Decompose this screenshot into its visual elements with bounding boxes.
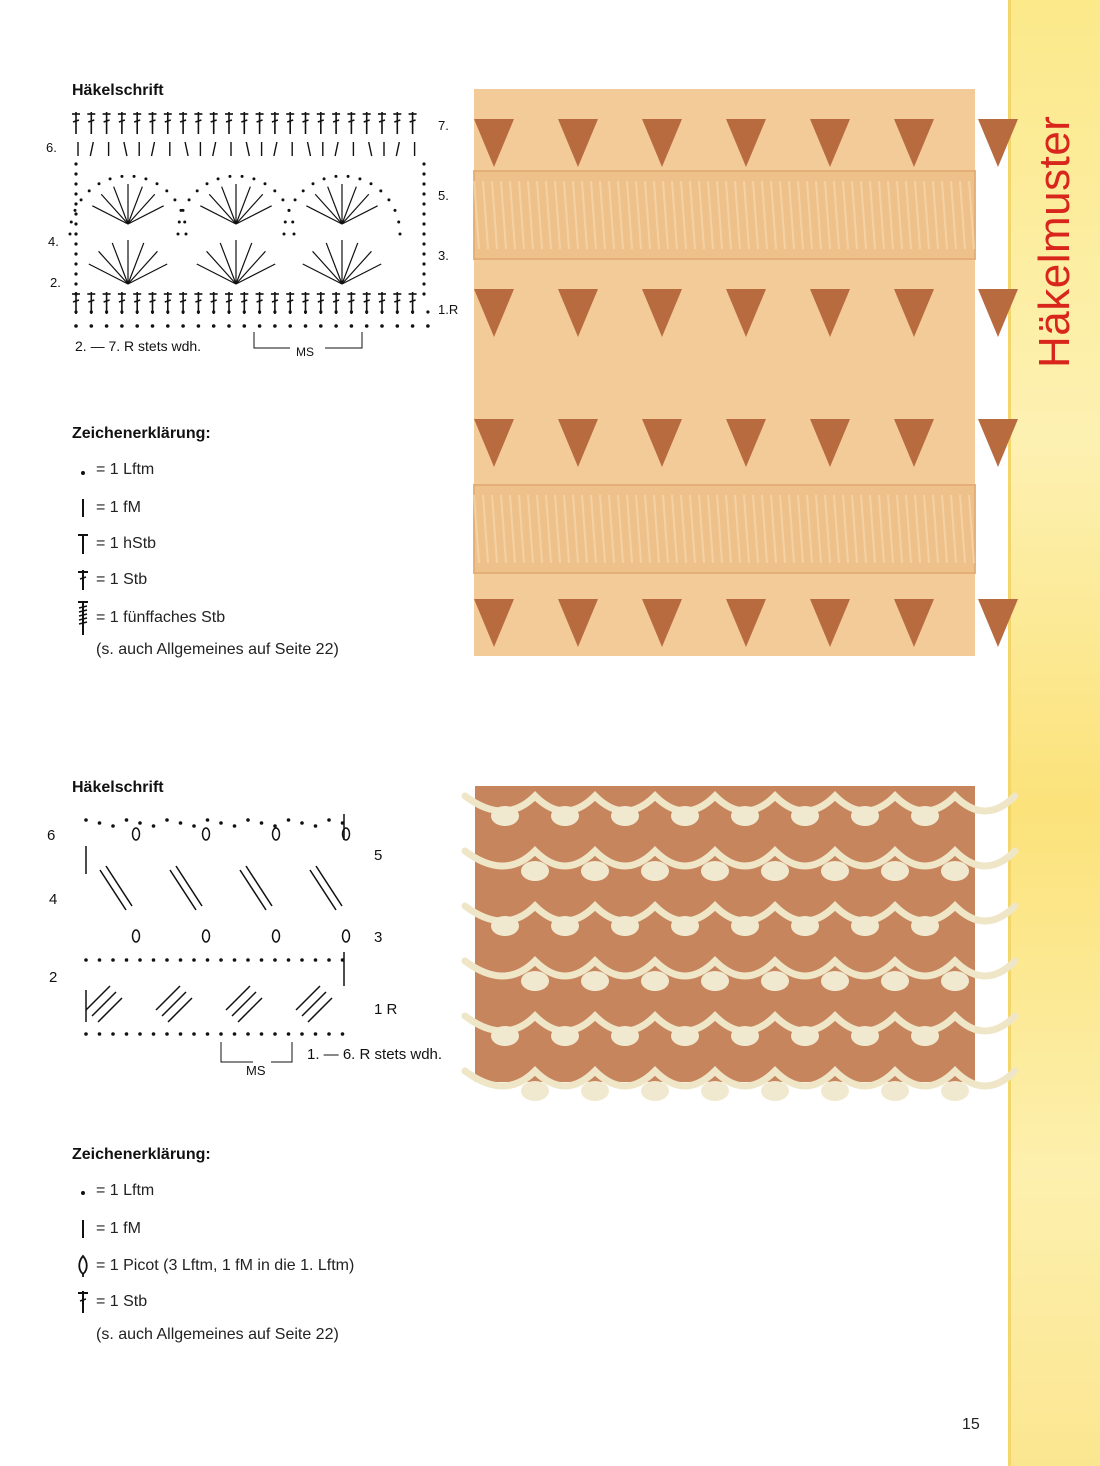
legend-text: = 1 Stb xyxy=(96,1293,148,1310)
legend-title: Zeichenerklärung: xyxy=(72,425,211,442)
row-label: 6 xyxy=(47,827,56,844)
row-label: 3 xyxy=(374,929,383,946)
section-heading: Häkelmuster xyxy=(1030,115,1079,368)
legend-text: = 1 Lftm xyxy=(96,461,155,478)
stroke-symbol-icon xyxy=(72,1218,94,1240)
row-label: 3. xyxy=(438,248,449,263)
row-label: 2 xyxy=(49,969,58,986)
row-label: 4 xyxy=(49,891,58,908)
legend-item xyxy=(72,461,154,479)
legend-item xyxy=(72,533,156,555)
repeat-note: 2. — 7. R stets wdh. xyxy=(75,338,202,354)
row-label: 7. xyxy=(438,118,449,133)
crochet-sample-photo-2 xyxy=(475,786,975,1082)
half-double-symbol-icon xyxy=(72,533,94,555)
legend-item xyxy=(72,1182,154,1200)
ms-label: MS xyxy=(246,1063,266,1078)
legend-text: = 1 Picot (3 Lftm, 1 fM in die 1. Lftm) xyxy=(96,1257,355,1274)
page-number: 15 xyxy=(962,1416,980,1433)
stroke-symbol-icon xyxy=(72,497,94,519)
row-label: 5. xyxy=(438,188,449,203)
reference-note: (s. auch Allgemeines auf Seite 22) xyxy=(96,1326,339,1343)
legend-item xyxy=(72,1254,354,1278)
row-label: 6. xyxy=(46,140,57,155)
row-label: 2. xyxy=(50,275,61,290)
crochet-chart-1 xyxy=(40,104,470,364)
row-label: 1.R xyxy=(438,302,459,317)
pattern-2-title: Häkelschrift xyxy=(72,779,164,796)
pattern-1-title: Häkelschrift xyxy=(72,82,164,99)
legend-item xyxy=(72,569,147,591)
legend-title: Zeichenerklärung: xyxy=(72,1146,211,1163)
double-symbol-icon xyxy=(72,569,94,591)
legend-item xyxy=(72,497,141,519)
row-label: 5 xyxy=(374,847,383,864)
ms-label: MS xyxy=(296,345,314,359)
legend-text: = 1 fM xyxy=(96,1220,141,1237)
legend-item xyxy=(72,1218,141,1240)
legend-item xyxy=(72,1290,147,1314)
legend-text: = 1 Stb xyxy=(96,571,148,588)
legend-text: = 1 Lftm xyxy=(96,1182,155,1199)
crochet-sample-photo-1 xyxy=(474,89,975,656)
repeat-note: 1. — 6. R stets wdh. xyxy=(307,1046,443,1063)
row-label: 1 R xyxy=(374,1001,398,1018)
row-label: 4. xyxy=(48,234,59,249)
reference-note: (s. auch Allgemeines auf Seite 22) xyxy=(96,641,339,658)
quintuple-symbol-icon xyxy=(72,600,94,636)
legend-text: = 1 fünffaches Stb xyxy=(96,609,226,626)
double-symbol-icon xyxy=(72,1290,94,1314)
legend-text: = 1 hStb xyxy=(96,535,157,552)
dot-symbol-icon xyxy=(72,1183,94,1199)
dot-symbol-icon xyxy=(72,462,94,478)
legend-text: = 1 fM xyxy=(96,499,141,516)
legend-item xyxy=(72,600,225,636)
picot-symbol-icon xyxy=(72,1254,94,1278)
